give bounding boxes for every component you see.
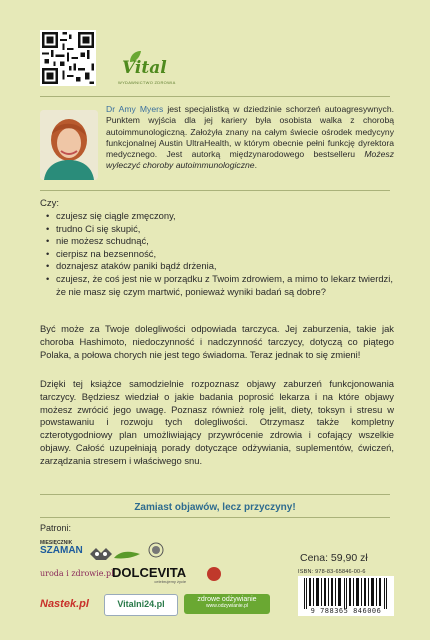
vital-logo-name: Vital	[122, 58, 167, 78]
zdrowe-odzywianie-url: www.odzywianie.pl	[206, 603, 248, 609]
patron-logo-zdrowe-odzywianie	[184, 594, 270, 614]
author-bio-text: jest specjalistką w dziedzinie schorzeń autoagresywnych. Punktem wyjścia dla jej kariery była osobista walka z chorobą autoimmunologiczną. Założyła znany na całym świecie ośrodek medycyny funkcjonalnej Austin UltraHealth, w którym obecnie pełni funkcję dyrektora medycznego. Jest autorką międzynarodowego bestselleru	[106, 104, 394, 160]
symptom-list	[40, 210, 394, 298]
vital-logo-subtitle: WYDAWNICTWO ZDROWIA	[118, 80, 176, 85]
dolcevita-text: DOLCEVITA	[112, 565, 187, 580]
thyroid-paragraph: Być może za Twoje dolegliwości odpowiada tarczyca. Jej zaburzenia, takie jak choroba Hashimoto, niedoczynność i nadczynność tarczycy, dotyczą co piątego Polaka, a połowa chorych nie jest tego świadoma. Teraz jednak to się zmieni!	[40, 323, 394, 360]
green-brand-icon	[112, 548, 142, 562]
patron-logo-dolcevita	[112, 566, 186, 584]
patron-logo-vitalni24	[104, 594, 178, 616]
bottom-divider	[40, 517, 390, 518]
list-item: • doznajesz ataków paniki bądź drżenia,	[40, 260, 394, 273]
book-description-paragraph: Dzięki tej książce samodzielnie rozpoznasz objawy zaburzeń funkcjonowania tarczycy. Będziesz wiedział o jakie badania poprosić lekarza i na które objawy możesz zwrócić jego uwagę. Poznasz również rolę jelit, diety, toksyn i stresu w powstawaniu i rozwoju tych dolegliwości. Otrzymasz także kompletny czterotygodniowy plan umożliwiający przywrócenie zdrowia i cofający wszelkie objawy. Całość uzupełniają porady dotyczące odżywiania, suplementów, ćwiczeń, zarządzania stresem i właściwego snu.	[40, 378, 394, 466]
tagline: Zamiast objawów, lecz przyczyny!	[134, 502, 296, 513]
patron-logo-miesiecznik-text: MIESIĘCZNIK	[40, 540, 73, 546]
author-bio-end: .	[254, 160, 257, 171]
author-bio	[106, 104, 394, 172]
questions-intro: Czy:	[40, 198, 59, 209]
author-photo	[40, 110, 98, 180]
zdrowe-odzywianie-text: zdrowe odżywianie	[197, 596, 257, 603]
patron-logo-nastek: Nastek.pl	[40, 598, 89, 610]
lower-divider	[40, 494, 390, 495]
vitalni24-text: Vitalni24.pl	[117, 599, 165, 609]
isbn-text: ISBN: 978-83-65846-00-6	[298, 569, 366, 575]
list-item: • trudno Ci się skupić,	[40, 223, 394, 236]
circle-brand-icon	[206, 566, 222, 582]
owl-icon	[88, 545, 114, 563]
patron-logo-miesiecznik	[40, 540, 83, 556]
top-divider	[40, 96, 390, 97]
dolcevita-slogan: celebrujemy życie	[154, 579, 187, 584]
list-item: • nie możesz schudnąć,	[40, 235, 394, 248]
seal-icon	[148, 542, 164, 558]
patron-logo-szaman-text: SZAMAN	[40, 545, 83, 556]
list-item: • czujesz się ciągle zmęczony,	[40, 210, 394, 223]
author-bestseller-title: Możesz wyleczyć choroby autoimmunologiczne	[106, 149, 394, 171]
list-item: • cierpisz na bezsenność,	[40, 248, 394, 261]
list-item: • czujesz, że coś jest nie w porządku z Twoim zdrowiem, a mimo to lekarz twierdzi, że nie masz się czym martwić, ponieważ wyniki badań są dobre?	[40, 273, 394, 298]
qr-code	[40, 30, 96, 86]
barcode-digits: 9 788365 846006	[310, 607, 382, 615]
patrons-label: Patroni:	[40, 523, 72, 533]
vital-publisher-logo	[106, 50, 176, 90]
price-label: Cena: 59,90 zł	[300, 552, 368, 564]
middle-divider	[40, 190, 390, 191]
patron-logo-uroda-zdrowie: uroda i zdrowie.pl	[40, 569, 114, 578]
author-name: Dr Amy Myers	[106, 104, 164, 114]
